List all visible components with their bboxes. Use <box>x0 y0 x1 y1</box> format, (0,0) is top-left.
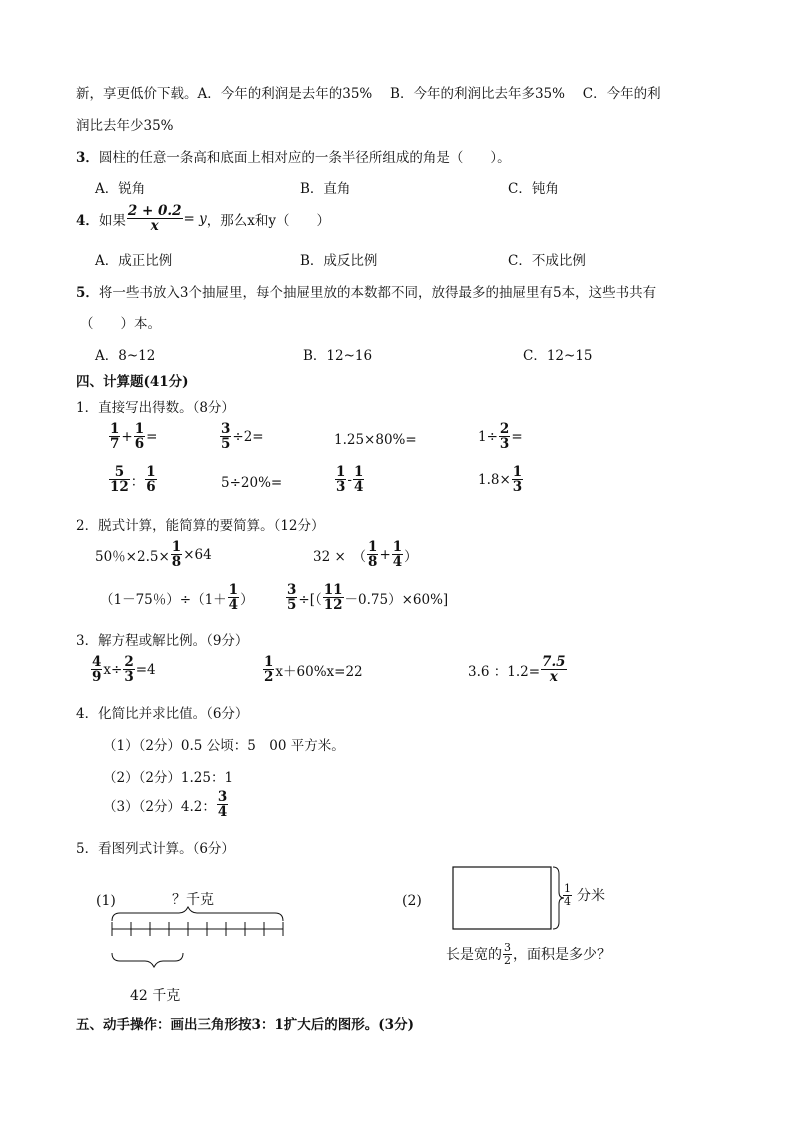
numerator: 4 <box>92 654 102 670</box>
denominator: 3 <box>336 479 346 496</box>
fraction <box>392 540 403 569</box>
question-text: 将一些书放入3个抽屉里，每个抽屉里放的本数都不同，放得最多的抽屉里有5本，这些书共有 <box>98 285 657 301</box>
fraction <box>503 942 512 966</box>
figure-2-label: (2) <box>402 893 422 909</box>
ratio-item-3 <box>103 790 229 819</box>
fraction <box>541 655 567 684</box>
numerator: 1 <box>110 421 120 437</box>
question-text-post: ，那么x和y（ ） <box>206 212 330 229</box>
question-4 <box>76 204 330 233</box>
denominator: 6 <box>146 479 156 496</box>
expression-pre: 1÷ <box>478 428 498 445</box>
q2-options-line: 新，享更低价下载。A．今年的利润是去年的35% B．今年的利润比去年多35% C．今年的利 <box>76 86 661 102</box>
numerator: 2 <box>499 421 510 437</box>
question-post: ，面积是多少？ <box>513 947 611 964</box>
denominator: x <box>549 669 558 686</box>
numerator: 1 <box>392 539 403 555</box>
part-1-title: 1．直接写出得数。（8分） <box>76 400 235 416</box>
fraction <box>499 422 510 451</box>
expression-post: =4 <box>135 661 156 678</box>
numerator: 1 <box>564 882 571 895</box>
expression-mid: ÷[（ <box>298 591 322 608</box>
expression-post: ） <box>404 548 418 565</box>
rectangle <box>453 867 551 929</box>
numerator: 1 <box>336 464 346 480</box>
operator: - <box>347 471 352 488</box>
question-number: 5． <box>76 285 99 301</box>
part-3-title: 3．解方程或解比例。（9分） <box>76 633 249 649</box>
operator: + <box>121 428 133 445</box>
denominator: 2 <box>504 953 511 967</box>
q2-options-line-2: 润比去年少35% <box>76 118 174 134</box>
equation-1 <box>90 655 156 684</box>
denominator: 5 <box>221 436 231 453</box>
fraction <box>171 540 182 569</box>
fraction <box>367 540 378 569</box>
fraction <box>286 583 297 612</box>
fraction <box>109 465 130 494</box>
expression-3: 1.25×80%= <box>334 432 417 448</box>
q3-option-b: B．直角 <box>300 181 351 197</box>
expression-post: ×64 <box>183 546 212 563</box>
numerator: 1 <box>171 539 182 555</box>
denominator: 3 <box>124 669 134 686</box>
expression-pre: 3.6 ：1.2= <box>468 663 541 680</box>
section-5-title: 五、动手操作：画出三角形按3：1扩大后的图形。(3分) <box>76 1017 414 1033</box>
denominator: 3 <box>499 436 510 453</box>
q3-option-c: C．钝角 <box>508 181 559 197</box>
q4-option-c: C．不成比例 <box>508 253 586 269</box>
q5-option-a: A．8~12 <box>95 348 156 364</box>
numerator: 1 <box>353 464 364 480</box>
fraction <box>228 583 239 612</box>
operator: + <box>379 546 391 563</box>
numerator: 2 + 0.2 <box>127 203 182 219</box>
expression-5 <box>108 465 158 494</box>
calc-expression-2 <box>313 540 418 569</box>
expression-4 <box>478 422 523 451</box>
part-5-title: 5．看图列式计算。（6分） <box>76 841 235 857</box>
q5-option-b: B．12~16 <box>303 348 373 364</box>
denominator: 12 <box>110 479 129 496</box>
equals: = <box>146 428 158 445</box>
denominator: x <box>150 218 159 235</box>
question-pre: 长是宽的 <box>446 947 502 964</box>
numerator: 1 <box>228 582 239 598</box>
ratio-item-1: （1）（2分）0.5 公顷：5 00 平方米。 <box>103 738 345 754</box>
question-5 <box>76 281 656 301</box>
numerator: 1 <box>368 539 378 555</box>
denominator: 8 <box>368 554 378 571</box>
numerator: 3 <box>217 789 228 805</box>
denominator: 2 <box>264 669 274 686</box>
expression-pre: 32 × （ <box>313 548 367 565</box>
unit: 分米 <box>577 888 605 905</box>
fraction <box>217 790 228 819</box>
expression-rest: ÷2= <box>232 428 264 445</box>
fraction <box>335 465 346 494</box>
expression-mid: x÷ <box>103 661 123 678</box>
equation-rhs: = y <box>183 210 207 227</box>
denominator: 7 <box>110 436 120 453</box>
operator: ： <box>130 473 145 490</box>
fraction <box>512 465 523 494</box>
numerator: 11 <box>323 582 343 598</box>
fraction <box>127 204 183 233</box>
q5-option-c: C．12~15 <box>523 348 593 364</box>
expression-1 <box>108 422 157 451</box>
q4-option-a: A．成正比例 <box>95 253 173 269</box>
numerator: 5 <box>109 465 130 480</box>
question-number: 4． <box>76 212 99 229</box>
segment-diagram <box>105 905 290 975</box>
denominator: 8 <box>171 554 182 571</box>
numerator: 2 <box>124 654 134 670</box>
expression-2 <box>219 422 264 451</box>
equals: = <box>511 428 523 445</box>
question-3 <box>76 146 511 166</box>
fraction <box>220 422 231 451</box>
fraction <box>134 422 145 451</box>
numerator: 3 <box>287 582 297 598</box>
denominator: 4 <box>392 554 403 571</box>
numerator: 1 <box>512 464 523 480</box>
expression-pre: 50％×2.5× <box>95 548 170 565</box>
part-4-title: 4．化简比并求比值。（6分） <box>76 706 249 722</box>
denominator: 4 <box>564 894 571 908</box>
expression-post: －0.75）×60%] <box>344 591 449 608</box>
denominator: 9 <box>92 669 102 686</box>
ratio-item-2: （2）（2分）1.25：1 <box>103 770 234 786</box>
equation-2 <box>262 655 363 684</box>
expression-8 <box>478 465 524 494</box>
fraction <box>323 583 344 612</box>
figure-1-bottom-label: 42 千克 <box>130 988 181 1004</box>
calc-expression-4 <box>285 583 448 612</box>
figure-1-label: (1) <box>96 893 116 909</box>
question-text-pre: 如果 <box>98 212 126 229</box>
top-brace <box>112 907 283 921</box>
denominator: 5 <box>287 597 297 614</box>
figure-2-question <box>446 942 611 966</box>
fraction <box>123 655 134 684</box>
denominator: 6 <box>134 436 145 453</box>
figure-2-side-label <box>562 883 605 907</box>
q4-option-b: B．成反比例 <box>300 253 378 269</box>
fraction <box>263 655 274 684</box>
expression-pre: （1－75％）÷（1＋ <box>100 591 227 608</box>
calc-expression-1 <box>95 540 212 569</box>
fraction <box>563 883 572 907</box>
rectangle-diagram <box>450 864 570 934</box>
denominator: 3 <box>512 479 523 496</box>
numerator: 3 <box>221 421 231 437</box>
denominator: 12 <box>323 597 343 614</box>
expression-6: 5÷20%= <box>221 475 283 491</box>
question-5-line-2: （ ）本。 <box>80 316 161 332</box>
numerator: 7.5 <box>542 654 566 670</box>
expression-post: ） <box>240 591 254 608</box>
bottom-brace <box>112 953 183 967</box>
section-4-title: 四、计算题(41分) <box>76 374 189 390</box>
fraction <box>353 465 364 494</box>
fraction <box>109 422 120 451</box>
fraction <box>145 465 156 494</box>
numerator: 3 <box>504 941 511 954</box>
expression-7 <box>334 465 365 494</box>
fraction <box>91 655 102 684</box>
expression-post: x＋60%x=22 <box>275 663 363 680</box>
expression-pre: （3）（2分）4.2： <box>103 798 216 815</box>
denominator: 4 <box>228 597 239 614</box>
question-number: 3． <box>76 150 99 166</box>
calc-expression-3 <box>100 583 254 612</box>
question-text: 圆柱的任意一条高和底面上相对应的一条半径所组成的角是（ ）。 <box>98 150 511 166</box>
q3-option-a: A．锐角 <box>95 181 146 197</box>
denominator: 4 <box>217 804 228 821</box>
figure-1-top-label: ？千克 <box>172 892 214 908</box>
denominator: 4 <box>353 479 364 496</box>
expression-pre: 1.8× <box>478 471 511 488</box>
numerator: 1 <box>146 464 156 480</box>
numerator: 1 <box>264 654 274 670</box>
part-2-title: 2．脱式计算，能简算的要简算。（12分） <box>76 518 325 534</box>
equation-3 <box>468 655 568 684</box>
numerator: 1 <box>134 421 145 437</box>
